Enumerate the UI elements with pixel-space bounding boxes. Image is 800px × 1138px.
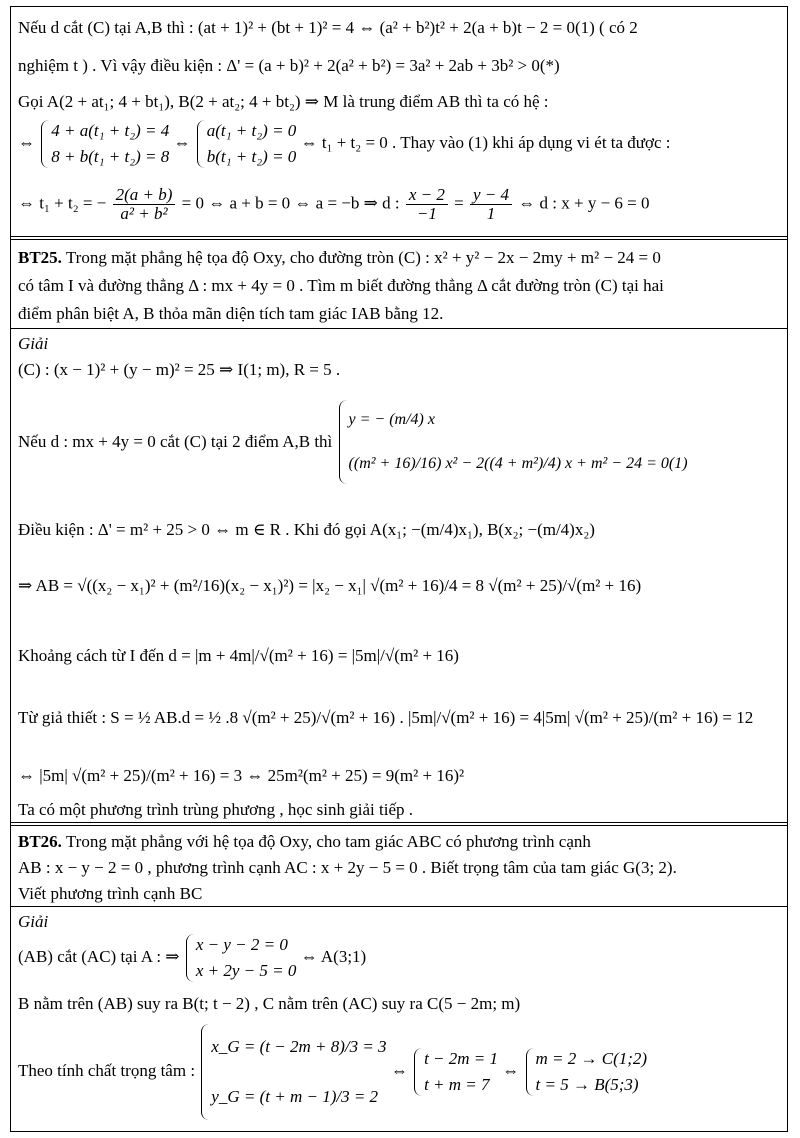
block1-line2: nghiệm t ) . Vì vậy điều kiện : Δ' = (a + b)² + 2(a² + b²) = 3a² + 2ab + 3b² > 0(*) [18,56,560,75]
sol25-end: Ta có một phương trình trùng phương , học sinh giải tiếp . [18,800,414,819]
system-1-row2: 8 + b(t₁ + t₂) = 8 [51,147,170,166]
sol25-system-row1: y = − (m/4) x [348,411,435,428]
iff-symbol: ⇔ [173,132,191,152]
fraction-y [470,186,512,223]
iff-symbol: ⇔ [502,1060,520,1080]
bt26-line2: AB : x − y − 2 = 0 , phương trình cạnh AC : x + 2y − 5 = 0 . Biết trọng tâm của tam giác G(3; 2). [18,858,677,877]
sol25-condition: Điều kiện : Δ' = m² + 25 > 0 ⇔ m ∈ R . Khi đó gọi A(x₁; −(m/4)x₁), B(x₂; −(m/4)x₂) [18,520,595,539]
iff-symbol: ⇔ [18,132,35,152]
sol25-equation: ⇔ |5m| √(m² + 25)/(m² + 16) = 3 ⇔ 25m²(m² + 25) = 9(m² + 16)² [18,766,465,785]
fraction-sum-num: 2(a + b) [113,186,176,205]
sol26-system-a-row2: x + 2y − 5 = 0 [195,961,297,980]
sol25-hypothesis: Từ giả thiết : S = ½ AB.d = ½ .8 √(m² + 25)/√(m² + 16) . |5m|/√(m² + 16) = 4|5m| √(m² + 25)/(m² + 16) = 12 [18,708,754,727]
sol26-bc: B nằm trên (AB) suy ra B(t; t − 2) , C nằm trên (AC) suy ra C(5 − 2m; m) [18,994,521,1013]
sol26-system-2 [412,1046,498,1098]
sol25-circle: (C) : (x − 1)² + (y − m)² = 25 ⇒ I(1; m), R = 5 . [18,360,341,379]
system-2 [195,118,297,170]
system-1 [39,118,169,170]
divider [10,906,788,907]
divider [10,822,788,826]
sol26-ab-post: ⇔ A(3;1) [300,946,367,966]
fraction-x-num: x − 2 [406,186,448,205]
sol26-heading [18,912,48,934]
sol26-centroid [18,1022,647,1126]
sol26-s3-row2: t = 5 → B(5;3) [535,1075,639,1094]
sol26-ab-pre: (AB) cắt (AC) tại A : ⇒ [18,946,180,966]
sol25-system-row2: ((m² + 16)/16) x² − 2((4 + m²)/4) x + m² − 24 = 0(1) [348,455,688,472]
bt25-line2: có tâm I và đường thẳng Δ : mx + 4y = 0 . Tìm m biết đường thẳng Δ cắt đường tròn (C) tại hai [18,276,664,295]
block1-line1: Nếu d cắt (C) tại A,B thì : (at + 1)² + (bt + 1)² = 4 ⇔ (a² + b²)t² + 2(a + b)t − 2 = 0(1) ( có 2 [18,18,638,37]
bt25-text1: Trong mặt phẳng hệ tọa độ Oxy, cho đường tròn (C) : x² + y² − 2x − 2my + m² − 24 = 0 [61,248,661,267]
sol25-distance: Khoảng cách từ I đến d = |m + 4m|/√(m² + 16) = |5m|/√(m² + 16) [18,646,459,665]
sol26-s2-row2: t + m = 7 [424,1075,490,1094]
l5-part-a: ⇔ t₁ + t₂ = − [18,193,107,213]
system-2-row1: a(t₁ + t₂) = 0 [206,121,297,140]
giai-label: Giải [18,334,49,353]
block1-line3: Gọi A(2 + at₁; 4 + bt₁), B(2 + at₂; 4 + bt₂) ⇒ M là trung điểm AB thì ta có hệ : [18,92,549,111]
block1-line5 [18,186,650,230]
sol26-intersection [18,932,366,990]
sol26-system-a [184,932,297,984]
sol25-intersection [18,398,688,498]
l5-part-b: = 0 ⇔ a + b = 0 ⇔ a = −b ⇒ d : [181,193,400,213]
divider [10,236,788,240]
bt26-line1 [18,832,591,854]
sol25-ab: ⇒ AB = √((x₂ − x₁)² + (m²/16)(x₂ − x₁)²) = |x₂ − x₁| √(m² + 16)/4 = 8 √(m² + 25)/√(m² + 16) [18,576,642,595]
fraction-y-num: y − 4 [470,186,512,205]
sol26-g2: y_G = (t + m − 1)/3 = 2 [211,1087,379,1106]
sol26-s2-row1: t − 2m = 1 [424,1049,499,1068]
bt25-line1 [18,248,661,270]
sol26-system-3 [524,1046,648,1098]
bt26-text1: Trong mặt phẳng với hệ tọa độ Oxy, cho tam giác ABC có phương trình cạnh [61,832,591,851]
sol26-system-g [199,1022,386,1122]
divider [10,328,788,329]
sol25-neu-text: Nếu d : mx + 4y = 0 cắt (C) tại 2 điểm A,B thì [18,432,333,451]
bt25-label: BT25. [18,248,62,267]
sol25-system [337,398,688,486]
bt25-line3: điểm phân biệt A, B thỏa mãn diện tích tam giác IAB bằng 12. [18,304,444,323]
sol25-heading [18,334,48,356]
fraction-y-den: 1 [486,204,496,223]
equals: = [454,193,464,213]
fraction-x [406,186,448,223]
fraction-sum [113,186,176,223]
sol26-g1: x_G = (t − 2m + 8)/3 = 3 [211,1037,387,1056]
sol26-s3-row1: m = 2 → C(1;2) [535,1049,648,1068]
iff-symbol: ⇔ [390,1060,408,1080]
fraction-sum-den: a² + b² [120,204,168,223]
l5-part-c: ⇔ d : x + y − 6 = 0 [518,193,650,213]
bt26-label: BT26. [18,832,62,851]
system-1-row1: 4 + a(t₁ + t₂) = 4 [51,121,170,140]
system-2-row2: b(t₁ + t₂) = 0 [206,147,297,166]
fraction-x-den: −1 [416,204,437,223]
bt26-line3: Viết phương trình cạnh BC [18,884,203,903]
block1-system-line [18,118,671,178]
sol26-ttt: Theo tính chất trọng tâm : [18,1060,196,1080]
block1-line4-tail: ⇔ t₁ + t₂ = 0 . Thay vào (1) khi áp dụng vi ét ta được : [300,132,671,152]
sol26-system-a-row1: x − y − 2 = 0 [195,935,288,954]
giai-label: Giải [18,912,49,931]
